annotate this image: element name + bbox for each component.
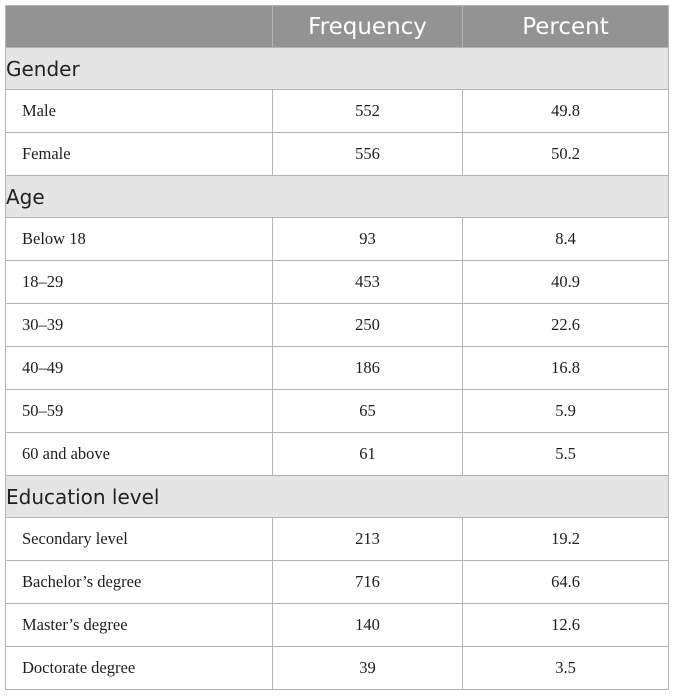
- section-row-gender: [6, 48, 669, 90]
- percent-cell: 50.2: [463, 133, 669, 176]
- percent-cell: 19.2: [463, 518, 669, 561]
- frequency-cell: 186: [273, 347, 463, 390]
- frequency-cell: 140: [273, 604, 463, 647]
- row-label: 50–59: [6, 390, 273, 433]
- percent-cell: 3.5: [463, 647, 669, 690]
- frequency-cell: 552: [273, 90, 463, 133]
- row-label: 30–39: [6, 304, 273, 347]
- row-label: Doctorate degree: [6, 647, 273, 690]
- table-row: [6, 561, 669, 604]
- table-row: [6, 604, 669, 647]
- frequency-cell: 556: [273, 133, 463, 176]
- section-row-age: [6, 176, 669, 218]
- section-title: Education level: [6, 476, 669, 518]
- table-header-row: [6, 6, 669, 48]
- row-label: Female: [6, 133, 273, 176]
- section-title: Gender: [6, 48, 669, 90]
- header-cell-percent: Percent: [463, 6, 669, 48]
- percent-cell: 49.8: [463, 90, 669, 133]
- frequency-cell: 61: [273, 433, 463, 476]
- percent-cell: 8.4: [463, 218, 669, 261]
- frequency-cell: 93: [273, 218, 463, 261]
- section-row-education-level: [6, 476, 669, 518]
- header-cell-blank: [6, 6, 273, 48]
- table-row: [6, 390, 669, 433]
- frequency-cell: 213: [273, 518, 463, 561]
- frequency-cell: 39: [273, 647, 463, 690]
- table-row: [6, 90, 669, 133]
- table-row: [6, 647, 669, 690]
- table-row: [6, 304, 669, 347]
- table-row: [6, 433, 669, 476]
- header-cell-frequency: Frequency: [273, 6, 463, 48]
- table-row: [6, 261, 669, 304]
- row-label: Secondary level: [6, 518, 273, 561]
- percent-cell: 16.8: [463, 347, 669, 390]
- frequency-cell: 453: [273, 261, 463, 304]
- row-label: Male: [6, 90, 273, 133]
- frequency-cell: 716: [273, 561, 463, 604]
- table-row: [6, 133, 669, 176]
- row-label: 60 and above: [6, 433, 273, 476]
- percent-cell: 40.9: [463, 261, 669, 304]
- table-row: [6, 218, 669, 261]
- percent-cell: 22.6: [463, 304, 669, 347]
- percent-cell: 12.6: [463, 604, 669, 647]
- table-row: [6, 347, 669, 390]
- row-label: 18–29: [6, 261, 273, 304]
- row-label: Master’s degree: [6, 604, 273, 647]
- table-row: [6, 518, 669, 561]
- percent-cell: 5.5: [463, 433, 669, 476]
- section-title: Age: [6, 176, 669, 218]
- row-label: Bachelor’s degree: [6, 561, 273, 604]
- demographics-table: [5, 5, 669, 690]
- row-label: 40–49: [6, 347, 273, 390]
- frequency-cell: 250: [273, 304, 463, 347]
- frequency-cell: 65: [273, 390, 463, 433]
- percent-cell: 64.6: [463, 561, 669, 604]
- row-label: Below 18: [6, 218, 273, 261]
- percent-cell: 5.9: [463, 390, 669, 433]
